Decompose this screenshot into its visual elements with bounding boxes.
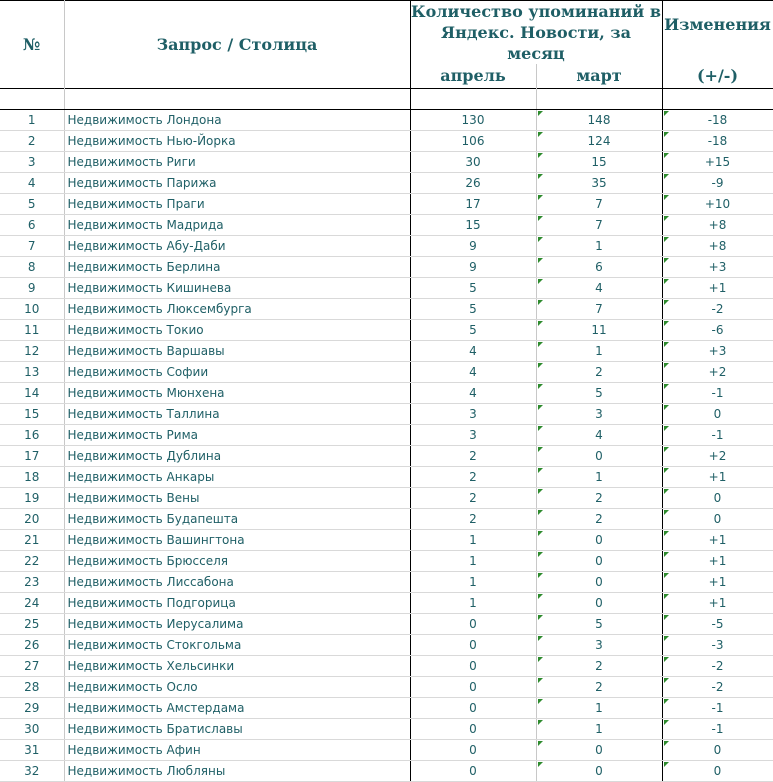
row-march[interactable]: 4 <box>536 277 662 298</box>
row-april[interactable]: 0 <box>410 739 536 760</box>
row-change[interactable]: +8 <box>662 235 773 256</box>
header-april: апрель <box>410 64 536 88</box>
row-query[interactable]: Недвижимость Иерусалима <box>64 613 410 634</box>
row-march[interactable]: 0 <box>536 445 662 466</box>
row-number[interactable]: 21 <box>0 529 64 550</box>
row-change[interactable]: -1 <box>662 382 773 403</box>
row-april[interactable]: 106 <box>410 130 536 151</box>
table-row <box>0 718 773 739</box>
row-number[interactable]: 16 <box>0 424 64 445</box>
row-change[interactable]: -2 <box>662 676 773 697</box>
table-row <box>0 655 773 676</box>
row-query[interactable]: Недвижимость Лиссабона <box>64 571 410 592</box>
row-query[interactable]: Недвижимость Братиславы <box>64 718 410 739</box>
row-query[interactable]: Недвижимость Хельсинки <box>64 655 410 676</box>
row-number[interactable]: 7 <box>0 235 64 256</box>
row-april[interactable]: 4 <box>410 340 536 361</box>
row-april[interactable]: 4 <box>410 382 536 403</box>
row-query[interactable]: Недвижимость Любляны <box>64 760 410 781</box>
spacer-cell <box>64 88 410 109</box>
row-change[interactable]: +1 <box>662 571 773 592</box>
row-query[interactable]: Недвижимость Нью-Йорка <box>64 130 410 151</box>
row-march[interactable]: 1 <box>536 718 662 739</box>
row-number[interactable]: 25 <box>0 613 64 634</box>
row-query[interactable]: Недвижимость Токио <box>64 319 410 340</box>
spacer-cell <box>410 88 536 109</box>
table-row <box>0 487 773 508</box>
row-change[interactable]: -5 <box>662 613 773 634</box>
header-query: Запрос / Столица <box>64 1 410 89</box>
row-march[interactable]: 0 <box>536 571 662 592</box>
row-change[interactable]: +3 <box>662 340 773 361</box>
spacer-cell <box>536 88 662 109</box>
spacer-cell <box>0 88 64 109</box>
row-query[interactable]: Недвижимость Лондона <box>64 109 410 130</box>
row-march[interactable]: 3 <box>536 634 662 655</box>
row-number[interactable]: 32 <box>0 760 64 781</box>
table-row <box>0 592 773 613</box>
row-april[interactable]: 4 <box>410 361 536 382</box>
row-query[interactable]: Недвижимость Мадрида <box>64 214 410 235</box>
row-change[interactable]: +1 <box>662 592 773 613</box>
row-change[interactable]: -18 <box>662 130 773 151</box>
table-row <box>0 235 773 256</box>
row-change[interactable]: +3 <box>662 256 773 277</box>
table-row <box>0 571 773 592</box>
header-changes: Изменения <box>662 1 773 65</box>
row-march[interactable]: 4 <box>536 424 662 445</box>
table-row <box>0 319 773 340</box>
row-march[interactable]: 11 <box>536 319 662 340</box>
row-query[interactable]: Недвижимость Анкары <box>64 466 410 487</box>
row-april[interactable]: 0 <box>410 634 536 655</box>
table-row <box>0 697 773 718</box>
row-march[interactable]: 0 <box>536 760 662 781</box>
row-query[interactable]: Недвижимость Амстердама <box>64 697 410 718</box>
row-number[interactable]: 11 <box>0 319 64 340</box>
row-april[interactable]: 1 <box>410 592 536 613</box>
table-row <box>0 550 773 571</box>
row-change[interactable]: +1 <box>662 277 773 298</box>
row-change[interactable]: 0 <box>662 508 773 529</box>
row-change[interactable]: -18 <box>662 109 773 130</box>
row-march[interactable]: 2 <box>536 487 662 508</box>
row-march[interactable]: 3 <box>536 403 662 424</box>
row-march[interactable]: 124 <box>536 130 662 151</box>
row-april[interactable]: 2 <box>410 466 536 487</box>
row-number[interactable]: 9 <box>0 277 64 298</box>
row-april[interactable]: 9 <box>410 256 536 277</box>
row-april[interactable]: 2 <box>410 487 536 508</box>
row-change[interactable]: -1 <box>662 718 773 739</box>
row-march[interactable]: 0 <box>536 592 662 613</box>
table-row <box>0 298 773 319</box>
row-april[interactable]: 15 <box>410 214 536 235</box>
table-row <box>0 172 773 193</box>
table-row <box>0 382 773 403</box>
row-april[interactable]: 26 <box>410 172 536 193</box>
row-query[interactable]: Недвижимость Стокгольма <box>64 634 410 655</box>
header-number: № <box>0 1 64 89</box>
row-query[interactable]: Недвижимость Праги <box>64 193 410 214</box>
row-query[interactable]: Недвижимость Вены <box>64 487 410 508</box>
row-number[interactable]: 3 <box>0 151 64 172</box>
row-march[interactable]: 5 <box>536 382 662 403</box>
row-march[interactable]: 148 <box>536 109 662 130</box>
row-query[interactable]: Недвижимость Риги <box>64 151 410 172</box>
row-april[interactable]: 3 <box>410 403 536 424</box>
row-change[interactable]: 0 <box>662 403 773 424</box>
row-change[interactable]: +8 <box>662 214 773 235</box>
row-change[interactable]: +10 <box>662 193 773 214</box>
row-number[interactable]: 4 <box>0 172 64 193</box>
row-april[interactable]: 1 <box>410 571 536 592</box>
row-march[interactable]: 7 <box>536 214 662 235</box>
row-change[interactable]: +1 <box>662 529 773 550</box>
row-number[interactable]: 19 <box>0 487 64 508</box>
row-april[interactable]: 130 <box>410 109 536 130</box>
row-march[interactable]: 5 <box>536 613 662 634</box>
row-april[interactable]: 1 <box>410 550 536 571</box>
row-april[interactable]: 0 <box>410 613 536 634</box>
row-query[interactable]: Недвижимость Абу-Даби <box>64 235 410 256</box>
table-row <box>0 256 773 277</box>
row-change[interactable]: +1 <box>662 466 773 487</box>
table-row <box>0 445 773 466</box>
header-plusminus: (+/-) <box>662 64 773 88</box>
row-query[interactable]: Недвижимость Берлина <box>64 256 410 277</box>
row-query[interactable]: Недвижимость Кишинева <box>64 277 410 298</box>
row-change[interactable]: -9 <box>662 172 773 193</box>
row-number[interactable]: 22 <box>0 550 64 571</box>
row-march[interactable]: 2 <box>536 508 662 529</box>
row-number[interactable]: 2 <box>0 130 64 151</box>
row-query[interactable]: Недвижимость Рима <box>64 424 410 445</box>
row-number[interactable]: 14 <box>0 382 64 403</box>
row-march[interactable]: 15 <box>536 151 662 172</box>
table-row <box>0 676 773 697</box>
row-change[interactable]: -6 <box>662 319 773 340</box>
row-change[interactable]: +2 <box>662 445 773 466</box>
row-change[interactable]: -2 <box>662 298 773 319</box>
table-row <box>0 739 773 760</box>
table-row <box>0 529 773 550</box>
row-number[interactable]: 24 <box>0 592 64 613</box>
row-number[interactable]: 30 <box>0 718 64 739</box>
row-number[interactable]: 26 <box>0 634 64 655</box>
row-march[interactable]: 1 <box>536 340 662 361</box>
row-change[interactable]: 0 <box>662 487 773 508</box>
row-april[interactable]: 2 <box>410 445 536 466</box>
row-query[interactable]: Недвижимость Таллина <box>64 403 410 424</box>
spacer-cell <box>662 88 773 109</box>
row-query[interactable]: Недвижимость Софии <box>64 361 410 382</box>
table-row <box>0 193 773 214</box>
table-row <box>0 340 773 361</box>
row-query[interactable]: Недвижимость Мюнхена <box>64 382 410 403</box>
row-april[interactable]: 5 <box>410 298 536 319</box>
row-query[interactable]: Недвижимость Брюсселя <box>64 550 410 571</box>
header-march: март <box>536 64 662 88</box>
table-row <box>0 151 773 172</box>
row-number[interactable]: 6 <box>0 214 64 235</box>
row-query[interactable]: Недвижимость Дублина <box>64 445 410 466</box>
row-number[interactable]: 10 <box>0 298 64 319</box>
row-number[interactable]: 18 <box>0 466 64 487</box>
table-row <box>0 361 773 382</box>
row-change[interactable]: -1 <box>662 424 773 445</box>
row-change[interactable]: 0 <box>662 760 773 781</box>
row-number[interactable]: 28 <box>0 676 64 697</box>
row-number[interactable]: 20 <box>0 508 64 529</box>
row-april[interactable]: 0 <box>410 718 536 739</box>
row-march[interactable]: 6 <box>536 256 662 277</box>
row-number[interactable]: 15 <box>0 403 64 424</box>
row-march[interactable]: 0 <box>536 739 662 760</box>
row-query[interactable]: Недвижимость Люксембурга <box>64 298 410 319</box>
row-query[interactable]: Недвижимость Вашингтона <box>64 529 410 550</box>
row-change[interactable]: +2 <box>662 361 773 382</box>
row-number[interactable]: 5 <box>0 193 64 214</box>
table-row <box>0 109 773 130</box>
row-query[interactable]: Недвижимость Парижа <box>64 172 410 193</box>
row-april[interactable]: 0 <box>410 676 536 697</box>
row-number[interactable]: 29 <box>0 697 64 718</box>
table-row <box>0 613 773 634</box>
row-march[interactable]: 2 <box>536 361 662 382</box>
row-april[interactable]: 2 <box>410 508 536 529</box>
row-change[interactable]: +15 <box>662 151 773 172</box>
row-change[interactable]: -1 <box>662 697 773 718</box>
row-march[interactable]: 0 <box>536 550 662 571</box>
row-april[interactable]: 17 <box>410 193 536 214</box>
row-query[interactable]: Недвижимость Будапешта <box>64 508 410 529</box>
table-row <box>0 760 773 781</box>
row-number[interactable]: 8 <box>0 256 64 277</box>
row-april[interactable]: 0 <box>410 655 536 676</box>
row-march[interactable]: 7 <box>536 298 662 319</box>
row-number[interactable]: 31 <box>0 739 64 760</box>
table-row <box>0 403 773 424</box>
row-number[interactable]: 1 <box>0 109 64 130</box>
table-row <box>0 277 773 298</box>
row-number[interactable]: 27 <box>0 655 64 676</box>
row-april[interactable]: 1 <box>410 529 536 550</box>
table-row <box>0 214 773 235</box>
row-change[interactable]: -3 <box>662 634 773 655</box>
row-april[interactable]: 0 <box>410 760 536 781</box>
row-query[interactable]: Недвижимость Варшавы <box>64 340 410 361</box>
row-march[interactable]: 1 <box>536 235 662 256</box>
table-row <box>0 508 773 529</box>
row-april[interactable]: 0 <box>410 697 536 718</box>
row-query[interactable]: Недвижимость Осло <box>64 676 410 697</box>
header-mentions: Количество упоминаний в Яндекс. Новости, за месяц <box>411 2 661 63</box>
row-april[interactable]: 30 <box>410 151 536 172</box>
row-april[interactable]: 5 <box>410 277 536 298</box>
row-march[interactable]: 2 <box>536 676 662 697</box>
row-april[interactable]: 5 <box>410 319 536 340</box>
table-row <box>0 634 773 655</box>
row-april[interactable]: 9 <box>410 235 536 256</box>
row-number[interactable]: 17 <box>0 445 64 466</box>
row-march[interactable]: 7 <box>536 193 662 214</box>
row-change[interactable]: 0 <box>662 739 773 760</box>
table-row <box>0 466 773 487</box>
table-row <box>0 424 773 445</box>
row-change[interactable]: -2 <box>662 655 773 676</box>
row-number[interactable]: 13 <box>0 361 64 382</box>
row-march[interactable]: 2 <box>536 655 662 676</box>
row-number[interactable]: 12 <box>0 340 64 361</box>
row-march[interactable]: 1 <box>536 466 662 487</box>
row-query[interactable]: Недвижимость Афин <box>64 739 410 760</box>
row-query[interactable]: Недвижимость Подгорица <box>64 592 410 613</box>
table-row <box>0 130 773 151</box>
row-april[interactable]: 3 <box>410 424 536 445</box>
row-number[interactable]: 23 <box>0 571 64 592</box>
row-march[interactable]: 1 <box>536 697 662 718</box>
row-march[interactable]: 35 <box>536 172 662 193</box>
row-march[interactable]: 0 <box>536 529 662 550</box>
row-change[interactable]: +1 <box>662 550 773 571</box>
